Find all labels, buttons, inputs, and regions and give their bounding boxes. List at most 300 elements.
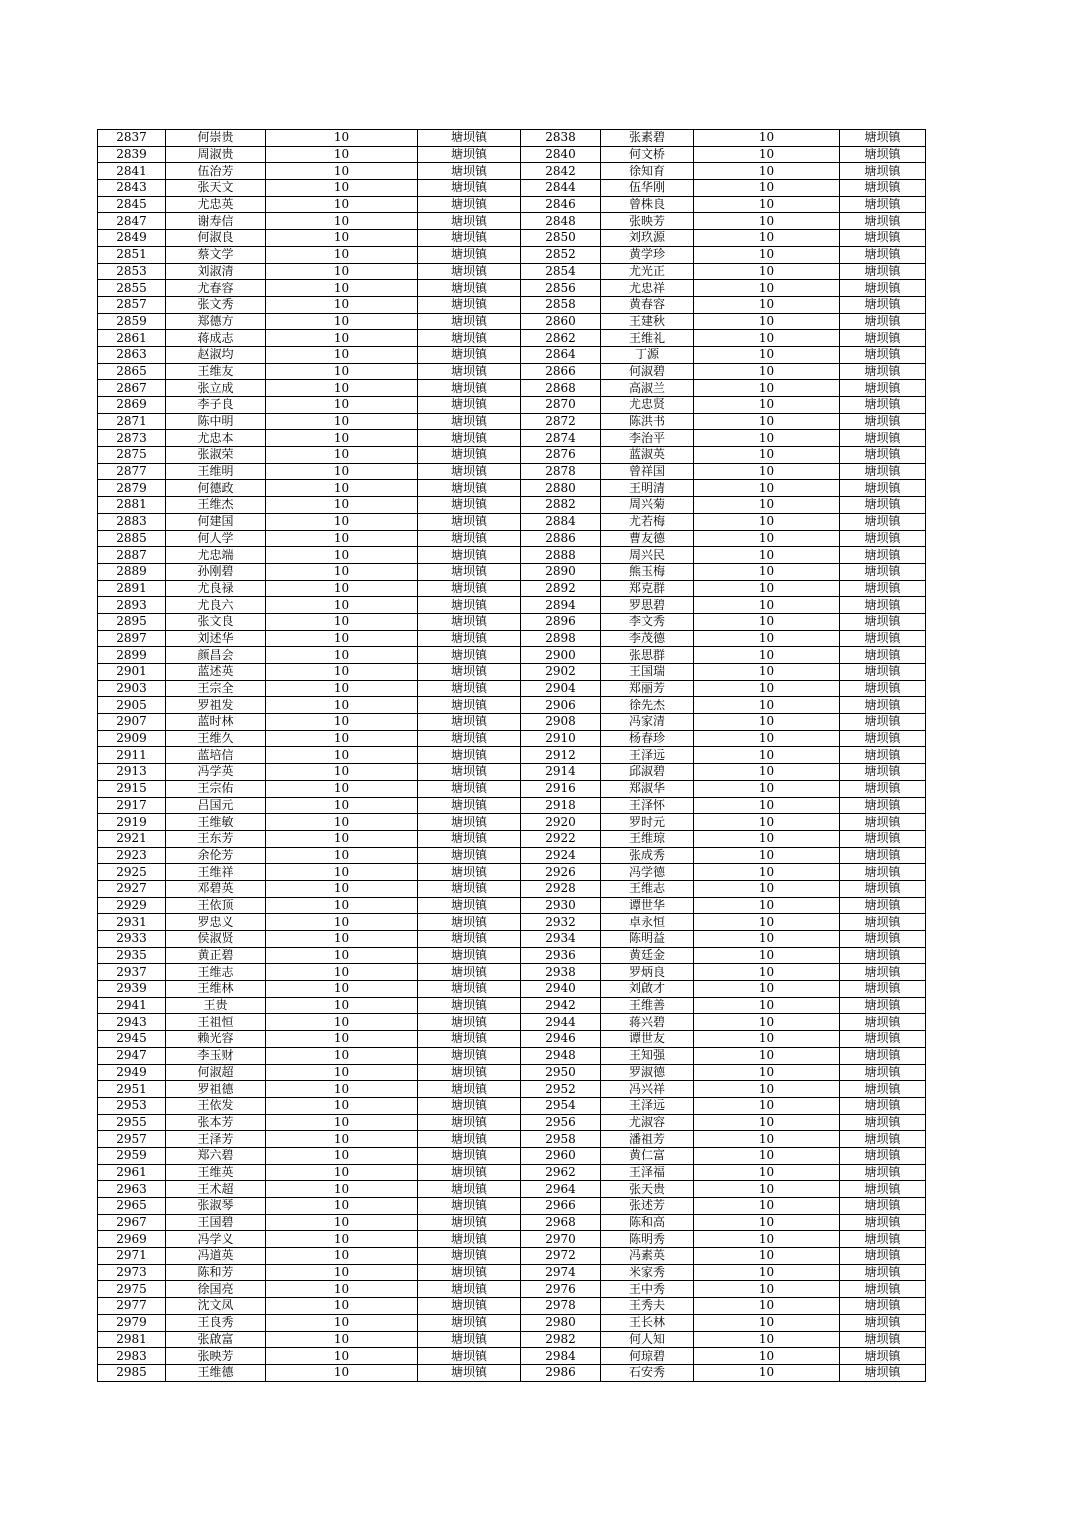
person-name-cell: 徐先杰 — [601, 697, 694, 714]
amount-cell: 10 — [266, 597, 418, 614]
record-number-cell: 2883 — [98, 513, 166, 530]
town-name-cell: 塘坝镇 — [418, 263, 521, 280]
amount-cell: 10 — [694, 1298, 840, 1315]
record-number-cell: 2975 — [98, 1281, 166, 1298]
person-name-cell: 王明清 — [601, 480, 694, 497]
amount-cell: 10 — [266, 413, 418, 430]
town-name-cell: 塘坝镇 — [840, 1131, 926, 1148]
record-number-cell: 2903 — [98, 680, 166, 697]
person-name-cell: 刘玖源 — [601, 230, 694, 247]
amount-cell: 10 — [694, 130, 840, 147]
person-name-cell: 周兴民 — [601, 547, 694, 564]
person-name-cell: 罗祖德 — [166, 1081, 266, 1098]
person-name-cell: 侯淑贤 — [166, 931, 266, 948]
town-name-cell: 塘坝镇 — [840, 1081, 926, 1098]
amount-cell: 10 — [694, 563, 840, 580]
town-name-cell: 塘坝镇 — [840, 196, 926, 213]
town-name-cell: 塘坝镇 — [840, 864, 926, 881]
record-number-cell: 2856 — [521, 280, 601, 297]
town-name-cell: 塘坝镇 — [840, 1214, 926, 1231]
record-number-cell: 2878 — [521, 463, 601, 480]
table-row — [98, 130, 926, 147]
record-number-cell: 2850 — [521, 230, 601, 247]
record-number-cell: 2985 — [98, 1364, 166, 1381]
table-body — [98, 130, 926, 1382]
record-number-cell: 2949 — [98, 1064, 166, 1081]
town-name-cell: 塘坝镇 — [840, 480, 926, 497]
town-name-cell: 塘坝镇 — [840, 747, 926, 764]
amount-cell: 10 — [266, 1131, 418, 1148]
amount-cell: 10 — [694, 613, 840, 630]
amount-cell: 10 — [266, 1097, 418, 1114]
record-number-cell: 2842 — [521, 163, 601, 180]
person-name-cell: 王维友 — [166, 363, 266, 380]
table-row — [98, 630, 926, 647]
table-row — [98, 430, 926, 447]
record-number-cell: 2892 — [521, 580, 601, 597]
person-name-cell: 王维英 — [166, 1164, 266, 1181]
record-number-cell: 2902 — [521, 664, 601, 681]
town-name-cell: 塘坝镇 — [418, 313, 521, 330]
record-number-cell: 2966 — [521, 1198, 601, 1215]
amount-cell: 10 — [266, 1014, 418, 1031]
amount-cell: 10 — [694, 213, 840, 230]
table-row — [98, 363, 926, 380]
record-number-cell: 2840 — [521, 146, 601, 163]
town-name-cell: 塘坝镇 — [418, 547, 521, 564]
amount-cell: 10 — [266, 981, 418, 998]
town-name-cell: 塘坝镇 — [840, 597, 926, 614]
person-name-cell: 尤淑容 — [601, 1114, 694, 1131]
person-name-cell: 王泽怀 — [601, 797, 694, 814]
amount-cell: 10 — [694, 547, 840, 564]
table-row — [98, 1348, 926, 1365]
town-name-cell: 塘坝镇 — [418, 797, 521, 814]
person-name-cell: 谭世友 — [601, 1031, 694, 1048]
person-name-cell: 曹友德 — [601, 530, 694, 547]
record-number-cell: 2926 — [521, 864, 601, 881]
amount-cell: 10 — [266, 664, 418, 681]
town-name-cell: 塘坝镇 — [418, 213, 521, 230]
amount-cell: 10 — [694, 697, 840, 714]
amount-cell: 10 — [694, 463, 840, 480]
town-name-cell: 塘坝镇 — [840, 130, 926, 147]
town-name-cell: 塘坝镇 — [840, 213, 926, 230]
town-name-cell: 塘坝镇 — [418, 814, 521, 831]
town-name-cell: 塘坝镇 — [418, 1198, 521, 1215]
amount-cell: 10 — [694, 230, 840, 247]
table-row — [98, 1331, 926, 1348]
table-row — [98, 797, 926, 814]
amount-cell: 10 — [266, 847, 418, 864]
person-name-cell: 王秀夫 — [601, 1298, 694, 1315]
town-name-cell: 塘坝镇 — [840, 563, 926, 580]
town-name-cell: 塘坝镇 — [418, 1248, 521, 1265]
record-number-cell: 2937 — [98, 964, 166, 981]
person-name-cell: 张立成 — [166, 380, 266, 397]
amount-cell: 10 — [266, 730, 418, 747]
person-name-cell: 刘述华 — [166, 630, 266, 647]
amount-cell: 10 — [694, 664, 840, 681]
table-row — [98, 880, 926, 897]
table-row — [98, 163, 926, 180]
town-name-cell: 塘坝镇 — [418, 1081, 521, 1098]
person-name-cell: 尤良六 — [166, 597, 266, 614]
table-row — [98, 964, 926, 981]
record-number-cell: 2855 — [98, 280, 166, 297]
record-number-cell: 2964 — [521, 1181, 601, 1198]
town-name-cell: 塘坝镇 — [418, 513, 521, 530]
table-row — [98, 997, 926, 1014]
record-number-cell: 2870 — [521, 397, 601, 414]
record-number-cell: 2898 — [521, 630, 601, 647]
amount-cell: 10 — [694, 530, 840, 547]
person-name-cell: 颜昌会 — [166, 647, 266, 664]
person-name-cell: 张淑荣 — [166, 447, 266, 464]
record-number-cell: 2925 — [98, 864, 166, 881]
town-name-cell: 塘坝镇 — [418, 597, 521, 614]
amount-cell: 10 — [266, 964, 418, 981]
table-row — [98, 664, 926, 681]
town-name-cell: 塘坝镇 — [418, 964, 521, 981]
person-name-cell: 王泽远 — [601, 747, 694, 764]
person-name-cell: 张文秀 — [166, 296, 266, 313]
record-number-cell: 2879 — [98, 480, 166, 497]
person-name-cell: 伍治芳 — [166, 163, 266, 180]
town-name-cell: 塘坝镇 — [840, 380, 926, 397]
town-name-cell: 塘坝镇 — [418, 780, 521, 797]
record-number-cell: 2884 — [521, 513, 601, 530]
amount-cell: 10 — [266, 1231, 418, 1248]
record-number-cell: 2864 — [521, 346, 601, 363]
record-number-cell: 2971 — [98, 1248, 166, 1265]
amount-cell: 10 — [694, 497, 840, 514]
town-name-cell: 塘坝镇 — [840, 1097, 926, 1114]
record-number-cell: 2881 — [98, 497, 166, 514]
person-name-cell: 蒋兴碧 — [601, 1014, 694, 1031]
amount-cell: 10 — [694, 1114, 840, 1131]
person-name-cell: 赵淑均 — [166, 346, 266, 363]
town-name-cell: 塘坝镇 — [418, 897, 521, 914]
person-name-cell: 冯素英 — [601, 1248, 694, 1265]
record-number-cell: 2847 — [98, 213, 166, 230]
amount-cell: 10 — [694, 1081, 840, 1098]
amount-cell: 10 — [266, 647, 418, 664]
record-number-cell: 2907 — [98, 714, 166, 731]
person-name-cell: 王术超 — [166, 1181, 266, 1198]
record-number-cell: 2906 — [521, 697, 601, 714]
record-number-cell: 2844 — [521, 180, 601, 197]
amount-cell: 10 — [694, 680, 840, 697]
amount-cell: 10 — [266, 563, 418, 580]
amount-cell: 10 — [266, 797, 418, 814]
table-row — [98, 747, 926, 764]
person-name-cell: 王维琼 — [601, 830, 694, 847]
town-name-cell: 塘坝镇 — [840, 1064, 926, 1081]
town-name-cell: 塘坝镇 — [418, 480, 521, 497]
record-number-cell: 2900 — [521, 647, 601, 664]
town-name-cell: 塘坝镇 — [418, 931, 521, 948]
record-number-cell: 2854 — [521, 263, 601, 280]
amount-cell: 10 — [694, 830, 840, 847]
table-row — [98, 1248, 926, 1265]
amount-cell: 10 — [694, 313, 840, 330]
town-name-cell: 塘坝镇 — [840, 547, 926, 564]
record-number-cell: 2961 — [98, 1164, 166, 1181]
record-number-cell: 2930 — [521, 897, 601, 914]
table-row — [98, 864, 926, 881]
record-number-cell: 2928 — [521, 880, 601, 897]
amount-cell: 10 — [266, 463, 418, 480]
person-name-cell: 黄学珍 — [601, 246, 694, 263]
table-row — [98, 1314, 926, 1331]
record-number-cell: 2886 — [521, 530, 601, 547]
table-row — [98, 1281, 926, 1298]
record-number-cell: 2941 — [98, 997, 166, 1014]
amount-cell: 10 — [694, 730, 840, 747]
person-name-cell: 伍华刚 — [601, 180, 694, 197]
amount-cell: 10 — [694, 880, 840, 897]
person-name-cell: 何文桥 — [601, 146, 694, 163]
table-row — [98, 1114, 926, 1131]
amount-cell: 10 — [694, 847, 840, 864]
amount-cell: 10 — [694, 764, 840, 781]
person-name-cell: 王维久 — [166, 730, 266, 747]
amount-cell: 10 — [266, 947, 418, 964]
person-name-cell: 郑六碧 — [166, 1147, 266, 1164]
town-name-cell: 塘坝镇 — [418, 880, 521, 897]
table-row — [98, 330, 926, 347]
town-name-cell: 塘坝镇 — [840, 764, 926, 781]
table-row — [98, 697, 926, 714]
record-number-cell: 2874 — [521, 430, 601, 447]
table-row — [98, 597, 926, 614]
person-name-cell: 何人知 — [601, 1331, 694, 1348]
amount-cell: 10 — [694, 380, 840, 397]
amount-cell: 10 — [266, 447, 418, 464]
table-row — [98, 280, 926, 297]
town-name-cell: 塘坝镇 — [840, 313, 926, 330]
town-name-cell: 塘坝镇 — [418, 246, 521, 263]
table-row — [98, 463, 926, 480]
table-row — [98, 146, 926, 163]
record-number-cell: 2837 — [98, 130, 166, 147]
record-number-cell: 2873 — [98, 430, 166, 447]
person-name-cell: 徐国亮 — [166, 1281, 266, 1298]
person-name-cell: 徐知育 — [601, 163, 694, 180]
amount-cell: 10 — [694, 1181, 840, 1198]
amount-cell: 10 — [694, 196, 840, 213]
amount-cell: 10 — [266, 1264, 418, 1281]
person-name-cell: 罗淑德 — [601, 1064, 694, 1081]
amount-cell: 10 — [694, 1097, 840, 1114]
town-name-cell: 塘坝镇 — [418, 1264, 521, 1281]
record-number-cell: 2838 — [521, 130, 601, 147]
town-name-cell: 塘坝镇 — [418, 146, 521, 163]
record-number-cell: 2973 — [98, 1264, 166, 1281]
person-name-cell: 米家秀 — [601, 1264, 694, 1281]
person-name-cell: 何建国 — [166, 513, 266, 530]
person-name-cell: 何崇贵 — [166, 130, 266, 147]
person-name-cell: 王依顶 — [166, 897, 266, 914]
person-name-cell: 何人学 — [166, 530, 266, 547]
town-name-cell: 塘坝镇 — [418, 580, 521, 597]
person-name-cell: 王泽芳 — [166, 1131, 266, 1148]
person-name-cell: 郑淑华 — [601, 780, 694, 797]
person-name-cell: 张素碧 — [601, 130, 694, 147]
town-name-cell: 塘坝镇 — [840, 263, 926, 280]
person-name-cell: 邱淑碧 — [601, 764, 694, 781]
town-name-cell: 塘坝镇 — [840, 346, 926, 363]
amount-cell: 10 — [694, 1364, 840, 1381]
town-name-cell: 塘坝镇 — [840, 497, 926, 514]
table-row — [98, 313, 926, 330]
amount-cell: 10 — [266, 163, 418, 180]
town-name-cell: 塘坝镇 — [418, 430, 521, 447]
person-name-cell: 潘祖芳 — [601, 1131, 694, 1148]
person-name-cell: 张思群 — [601, 647, 694, 664]
record-number-cell: 2913 — [98, 764, 166, 781]
person-name-cell: 王维祥 — [166, 864, 266, 881]
amount-cell: 10 — [266, 1198, 418, 1215]
town-name-cell: 塘坝镇 — [840, 730, 926, 747]
record-number-cell: 2872 — [521, 413, 601, 430]
person-name-cell: 张淑琴 — [166, 1198, 266, 1215]
record-number-cell: 2972 — [521, 1248, 601, 1265]
record-number-cell: 2970 — [521, 1231, 601, 1248]
town-name-cell: 塘坝镇 — [840, 530, 926, 547]
table-row — [98, 764, 926, 781]
person-name-cell: 张映芳 — [166, 1348, 266, 1365]
record-number-cell: 2969 — [98, 1231, 166, 1248]
town-name-cell: 塘坝镇 — [418, 296, 521, 313]
record-number-cell: 2858 — [521, 296, 601, 313]
table-row — [98, 180, 926, 197]
amount-cell: 10 — [694, 1131, 840, 1148]
town-name-cell: 塘坝镇 — [840, 1147, 926, 1164]
record-number-cell: 2979 — [98, 1314, 166, 1331]
table-row — [98, 780, 926, 797]
amount-cell: 10 — [266, 997, 418, 1014]
record-number-cell: 2868 — [521, 380, 601, 397]
record-number-cell: 2921 — [98, 830, 166, 847]
amount-cell: 10 — [266, 397, 418, 414]
record-number-cell: 2839 — [98, 146, 166, 163]
town-name-cell: 塘坝镇 — [840, 513, 926, 530]
record-number-cell: 2889 — [98, 563, 166, 580]
town-name-cell: 塘坝镇 — [418, 163, 521, 180]
record-number-cell: 2910 — [521, 730, 601, 747]
town-name-cell: 塘坝镇 — [840, 1198, 926, 1215]
person-name-cell: 李玉财 — [166, 1047, 266, 1064]
town-name-cell: 塘坝镇 — [840, 1231, 926, 1248]
amount-cell: 10 — [266, 714, 418, 731]
town-name-cell: 塘坝镇 — [418, 1014, 521, 1031]
person-name-cell: 王泽福 — [601, 1164, 694, 1181]
town-name-cell: 塘坝镇 — [840, 413, 926, 430]
record-number-cell: 2909 — [98, 730, 166, 747]
person-name-cell: 尤春容 — [166, 280, 266, 297]
record-number-cell: 2924 — [521, 847, 601, 864]
amount-cell: 10 — [266, 680, 418, 697]
table-row — [98, 346, 926, 363]
amount-cell: 10 — [694, 797, 840, 814]
table-row — [98, 196, 926, 213]
amount-cell: 10 — [266, 213, 418, 230]
table-row — [98, 814, 926, 831]
town-name-cell: 塘坝镇 — [840, 964, 926, 981]
person-name-cell: 陈明益 — [601, 931, 694, 948]
person-name-cell: 冯家清 — [601, 714, 694, 731]
person-name-cell: 何淑碧 — [601, 363, 694, 380]
record-number-cell: 2905 — [98, 697, 166, 714]
record-number-cell: 2986 — [521, 1364, 601, 1381]
person-name-cell: 何淑良 — [166, 230, 266, 247]
town-name-cell: 塘坝镇 — [418, 230, 521, 247]
table-row — [98, 213, 926, 230]
person-name-cell: 王良秀 — [166, 1314, 266, 1331]
person-name-cell: 蓝述英 — [166, 664, 266, 681]
table-row — [98, 1131, 926, 1148]
record-number-cell: 2962 — [521, 1164, 601, 1181]
record-number-cell: 2984 — [521, 1348, 601, 1365]
person-name-cell: 冯学德 — [601, 864, 694, 881]
person-name-cell: 王长林 — [601, 1314, 694, 1331]
table-row — [98, 1064, 926, 1081]
amount-cell: 10 — [694, 1314, 840, 1331]
town-name-cell: 塘坝镇 — [840, 847, 926, 864]
record-number-cell: 2932 — [521, 914, 601, 931]
person-name-cell: 尤忠祥 — [601, 280, 694, 297]
table-row — [98, 830, 926, 847]
record-number-cell: 2954 — [521, 1097, 601, 1114]
person-name-cell: 罗炳良 — [601, 964, 694, 981]
record-number-cell: 2896 — [521, 613, 601, 630]
table-row — [98, 1198, 926, 1215]
record-number-cell: 2866 — [521, 363, 601, 380]
record-number-cell: 2955 — [98, 1114, 166, 1131]
person-name-cell: 黄春容 — [601, 296, 694, 313]
record-number-cell: 2848 — [521, 213, 601, 230]
record-number-cell: 2880 — [521, 480, 601, 497]
record-number-cell: 2965 — [98, 1198, 166, 1215]
record-number-cell: 2929 — [98, 897, 166, 914]
amount-cell: 10 — [694, 714, 840, 731]
record-number-cell: 2849 — [98, 230, 166, 247]
record-number-cell: 2976 — [521, 1281, 601, 1298]
person-name-cell: 尤忠贤 — [601, 397, 694, 414]
amount-cell: 10 — [266, 146, 418, 163]
person-name-cell: 郑丽芳 — [601, 680, 694, 697]
town-name-cell: 塘坝镇 — [840, 630, 926, 647]
town-name-cell: 塘坝镇 — [418, 180, 521, 197]
town-name-cell: 塘坝镇 — [418, 830, 521, 847]
town-name-cell: 塘坝镇 — [840, 163, 926, 180]
record-number-cell: 2922 — [521, 830, 601, 847]
amount-cell: 10 — [694, 330, 840, 347]
record-number-cell: 2956 — [521, 1114, 601, 1131]
record-number-cell: 2952 — [521, 1081, 601, 1098]
person-name-cell: 王维杰 — [166, 497, 266, 514]
amount-cell: 10 — [694, 430, 840, 447]
person-name-cell: 谭世华 — [601, 897, 694, 914]
town-name-cell: 塘坝镇 — [840, 897, 926, 914]
amount-cell: 10 — [694, 263, 840, 280]
record-number-cell: 2983 — [98, 1348, 166, 1365]
town-name-cell: 塘坝镇 — [840, 246, 926, 263]
town-name-cell: 塘坝镇 — [418, 630, 521, 647]
record-number-cell: 2895 — [98, 613, 166, 630]
